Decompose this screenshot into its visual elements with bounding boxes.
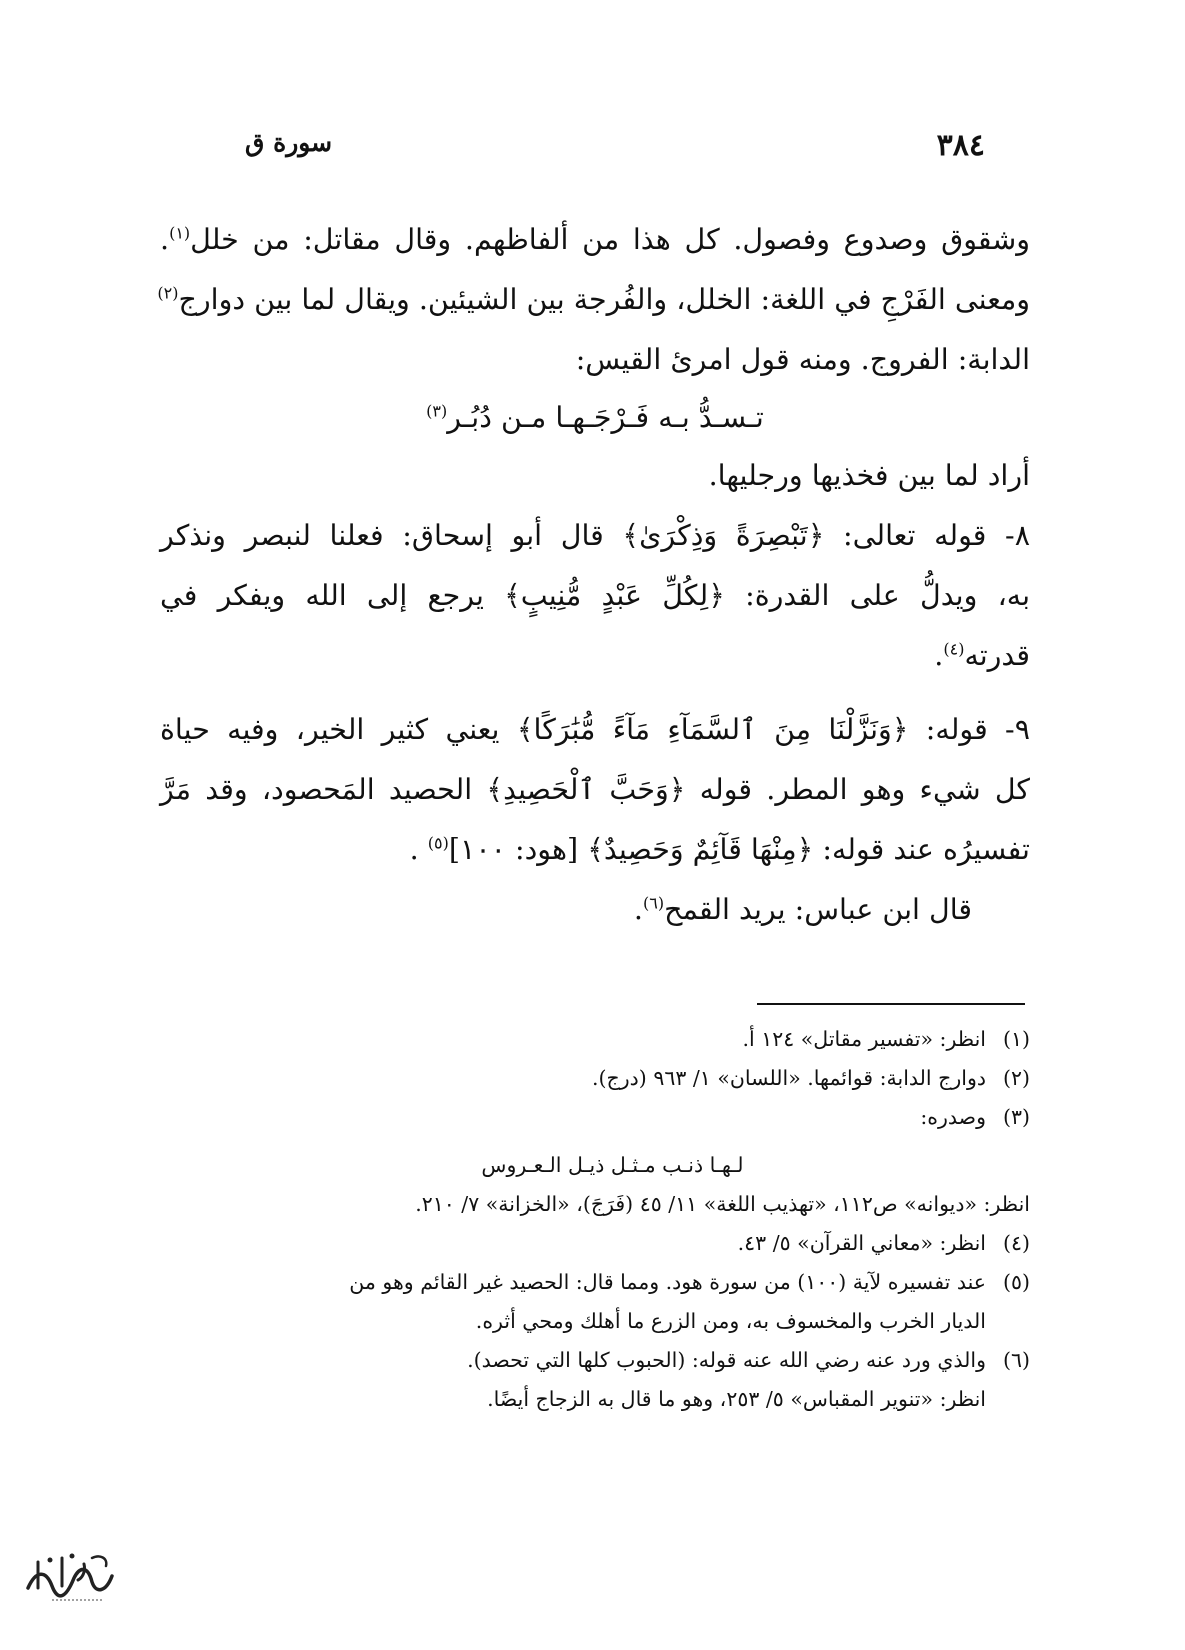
footnote-3-source: انظر: «ديوانه» ص١١٢، «تهذيب اللغة» ١١/ ٤٥ (فَرَجَ)، «الخزانة» ٧/ ٢١٠. bbox=[415, 1192, 1030, 1216]
text-line-1: وشقوق وصدوع وفصول. كل هذا من ألفاظهم. وقال مقاتل: من خلل$^{(١)}$. bbox=[160, 223, 1030, 256]
footnote-separator bbox=[757, 1003, 1025, 1005]
footnote-marker-6[interactable]: (٦) bbox=[642, 893, 665, 913]
footnote-1: (١)انظر: «تفسير مقاتل» ١٢٤ أ. bbox=[155, 1020, 1030, 1059]
footnote-number: (٦) bbox=[1002, 1348, 1030, 1372]
footnote-marker-4[interactable]: (٤) bbox=[943, 639, 965, 659]
footnote-marker-5[interactable]: (٥) bbox=[427, 833, 449, 853]
main-text bbox=[157, 210, 1030, 940]
footnote-marker-2[interactable]: (٢) bbox=[157, 283, 179, 303]
text-line-8: قدرته$^{(٤)}$. bbox=[934, 639, 1030, 672]
text-line-10: كل شيء وهو المطر. قوله ﴿وَحَبَّ ٱلْحَصِيدِ﴾ الحصيد المَحصود، وقد مَرَّ bbox=[160, 773, 1030, 806]
footnote-5: (٥)عند تفسيره لآية (١٠٠) من سورة هود. ومما قال: الحصيد غير القائم وهو من bbox=[155, 1263, 1030, 1302]
footnote-3: (٣)وصدره: bbox=[155, 1098, 1030, 1137]
footnote-6-cont: انظر: «تنوير المقباس» ٥/ ٢٥٣، وهو ما قال به الزجاج أيضًا. bbox=[487, 1387, 986, 1411]
footnote-number: (٢) bbox=[1002, 1066, 1030, 1090]
footnote-marker-1[interactable]: (١) bbox=[169, 223, 191, 243]
page-number: ٣٨٤ bbox=[936, 128, 985, 163]
footnote-3-poem: لـهـا ذنـب مـثـل ذيـل الـعـروس bbox=[481, 1153, 744, 1177]
text-line-2: ومعنى الفَرْجِ في اللغة: الخلل، والفُرجة بين الشيئين. ويقال لما بين دوارج$^{(٢)}$ bbox=[157, 283, 1030, 316]
footnote-marker-3[interactable]: (٣) bbox=[426, 401, 448, 421]
footnote-number: (٥) bbox=[1002, 1270, 1030, 1294]
text-line-12: قال ابن عباس: يريد القمح$^{(٦)}$. bbox=[633, 893, 972, 926]
footnote-6: (٦)والذي ورد عنه رضي الله عنه قوله: (الحبوب كلها التي تحصد). bbox=[155, 1341, 1030, 1380]
text-line-6: ٨- قوله تعالى: ﴿تَبْصِرَةً وَذِكْرَىٰ﴾ قال أبو إسحاق: فعلنا لنبصر ونذكر bbox=[160, 519, 1030, 552]
page-header bbox=[0, 128, 1185, 168]
footnote-5-cont: الديار الخرب والمخسوف به، ومن الزرع ما أهلك ومحي أثره. bbox=[475, 1309, 986, 1333]
text-line-3: الدابة: الفروج. ومنه قول امرئ القيس: bbox=[575, 343, 1030, 376]
text-line-11: تفسيرُه عند قوله: ﴿مِنْهَا قَآئِمٌ وَحَصِيدٌ﴾ [هود: ١٠٠]$^{(٥)}$ . bbox=[409, 833, 1030, 866]
text-line-9: ٩- قوله: ﴿وَنَزَّلْنَا مِنَ ٱلسَّمَآءِ مَآءً مُّبَٰرَكًا﴾ يعني كثير الخير، وفيه حياة bbox=[160, 713, 1030, 746]
footnote-4: (٤)انظر: «معاني القرآن» ٥/ ٤٣. bbox=[155, 1224, 1030, 1263]
calligraphy-logo-icon bbox=[22, 1548, 118, 1606]
publisher-logo bbox=[22, 1548, 118, 1606]
footnotes bbox=[155, 1020, 1030, 1419]
text-line-5: أراد لما بين فخذيها ورجليها. bbox=[708, 459, 1030, 492]
footnote-number: (٣) bbox=[1002, 1105, 1030, 1129]
surah-title: سورة ق bbox=[245, 128, 333, 157]
footnote-number: (٤) bbox=[1002, 1231, 1030, 1255]
footnote-number: (١) bbox=[1002, 1027, 1030, 1051]
footnote-2: (٢)دوارج الدابة: قوائمها. «اللسان» ١/ ٩٦٣ (درج). bbox=[155, 1059, 1030, 1098]
poetry-verse: تـسـدُّ بـه فَـرْجَـهـا مـن دُبُـر$^{(٣)}$ bbox=[426, 401, 764, 434]
text-line-7: به، ويدلُّ على القدرة: ﴿لِكُلِّ عَبْدٍ مُّنِيبٍ﴾ يرجع إلى الله ويفكر في bbox=[160, 579, 1030, 612]
